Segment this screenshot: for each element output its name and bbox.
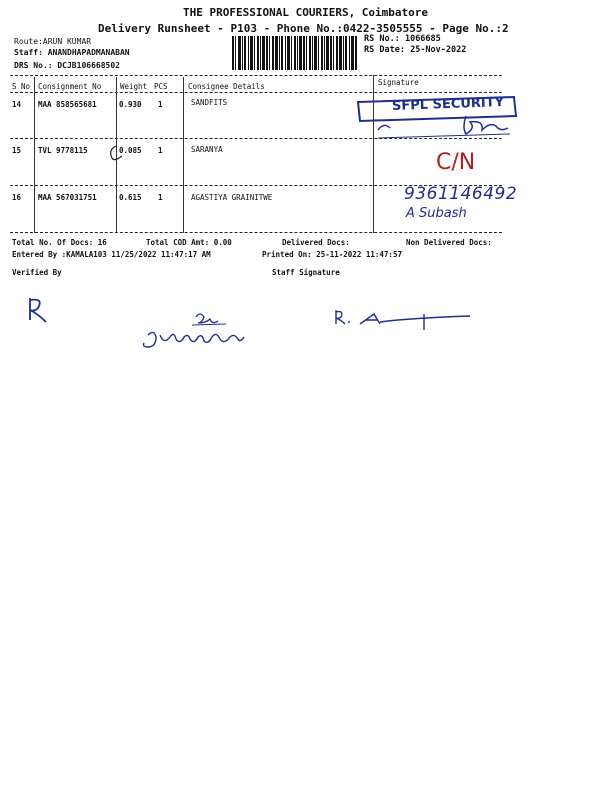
row16-consignee: AGASTIYA GRAINITWE	[191, 193, 273, 202]
total-docs: Total No. Of Docs: 16	[12, 238, 107, 247]
drs-value: DCJB106668502	[57, 61, 120, 70]
staff-signature-label: Staff Signature	[272, 268, 340, 277]
col-signature: Signature	[378, 78, 419, 87]
runsheet-title: Delivery Runsheet - P103 - Phone No.:0422-3505555 - Page No.:2	[98, 22, 509, 35]
staff-value: ANANDHAPADMANABAN	[47, 48, 130, 57]
drs-line	[14, 61, 120, 70]
company-name: THE PROFESSIONAL COURIERS, Coimbatore	[183, 6, 429, 19]
stamp-text: SFPL SECURITY	[391, 95, 505, 114]
col-pcs: PCS	[154, 82, 168, 91]
row16-phone: 9361146492	[404, 184, 518, 204]
row15-weight: 0.085	[119, 146, 142, 155]
row15-consignment: TVL 9778115	[38, 146, 88, 155]
row16-weight: 0.615	[119, 193, 142, 202]
staff-signature-mark	[330, 300, 480, 334]
rs-no-line	[364, 34, 441, 44]
col-weight: Weight	[120, 82, 148, 91]
rs-no-label: RS No.:	[364, 34, 400, 44]
entered-by: Entered By :KAMALA103 11/25/2022 11:47:17 AM	[12, 250, 211, 259]
drs-label: DRS No.:	[14, 61, 53, 70]
divider-3	[183, 77, 184, 233]
rs-no-value: 1066685	[404, 34, 441, 44]
delivered-docs: Delivered Docs:	[282, 238, 350, 247]
barcode	[232, 36, 358, 70]
staff-label: Staff:	[14, 48, 43, 57]
staff-line	[14, 48, 130, 57]
row15-pcs: 1	[158, 146, 163, 155]
row14-signature	[374, 110, 514, 142]
row15-sno: 15	[12, 146, 22, 155]
route-label: Route:	[14, 37, 43, 46]
rs-date-line	[364, 45, 466, 55]
row15-check-mark	[100, 140, 140, 164]
row16-name: A Subash	[406, 206, 467, 221]
row16-rule	[10, 232, 502, 233]
total-cod: Total COD Amt: 0.00	[146, 238, 232, 247]
staff-handwritten-signature	[140, 305, 280, 360]
col-consignee: Consignee Details	[188, 82, 265, 91]
divider-1	[34, 77, 35, 233]
row16-consignment: MAA 567031751	[38, 193, 97, 202]
row14-sno: 14	[12, 100, 22, 109]
row16-sno: 16	[12, 193, 22, 202]
route-value: ARUN KUMAR	[42, 37, 92, 46]
col-sno: S No	[12, 82, 31, 91]
header-rule-top	[10, 75, 502, 76]
col-consignment: Consignment No	[38, 82, 102, 91]
rs-date-value: 25-Nov-2022	[410, 45, 467, 55]
row14-weight: 0.930	[119, 100, 142, 109]
printed-on: Printed On: 25-11-2022 11:47:57	[262, 250, 402, 259]
row14-consignee: SANDFITS	[191, 98, 228, 107]
non-delivered-docs: Non Delivered Docs:	[406, 238, 492, 247]
route-line	[14, 37, 91, 46]
row14-consignment: MAA 858565681	[38, 100, 97, 109]
row15-cn-note: C/N	[436, 150, 476, 175]
rs-date-label: RS Date:	[364, 45, 405, 55]
row16-pcs: 1	[158, 193, 163, 202]
verified-by-label: Verified By	[12, 268, 62, 277]
row15-consignee: SARANYA	[191, 145, 223, 154]
verifier-signature	[20, 290, 60, 330]
row14-pcs: 1	[158, 100, 163, 109]
